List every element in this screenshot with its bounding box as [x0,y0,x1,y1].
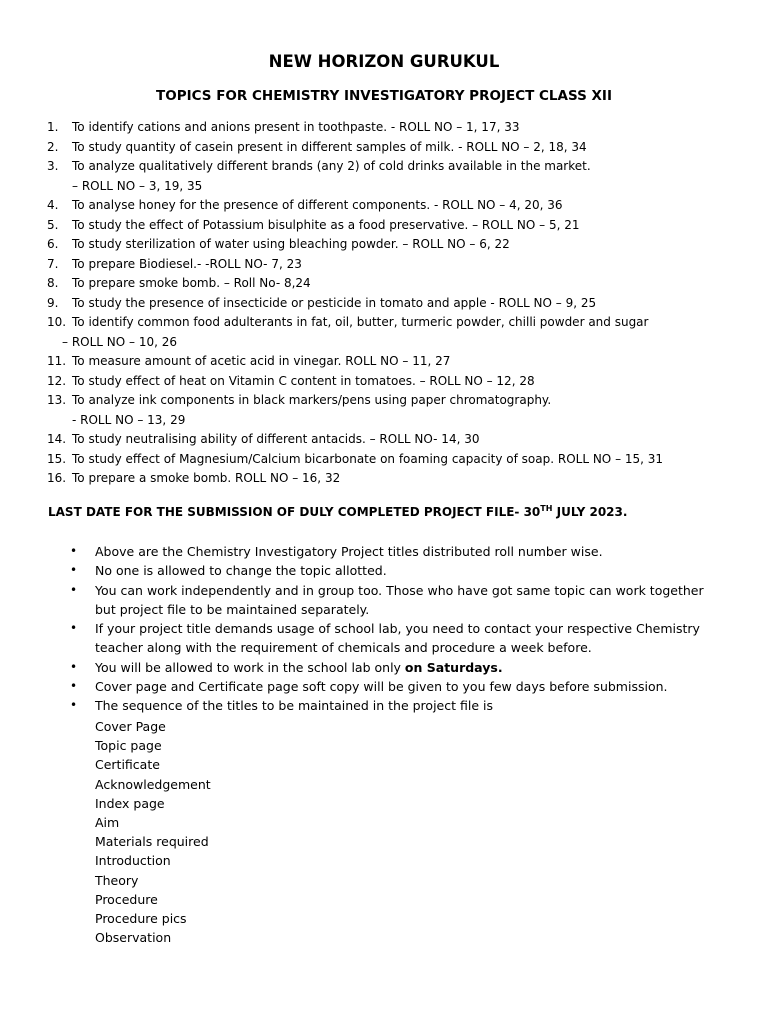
topic-text: To identify common food adulterants in fat, oil, butter, turmeric powder, chilli powder and sugar [72,315,649,329]
topic-text: To analyze qualitatively different brands (any 2) of cold drinks available in the market. [72,159,591,173]
topic-roll-numbers: – ROLL NO – 10, 26 [62,334,178,349]
sequence-item: Index page [95,795,165,811]
topic-number: 5. [47,217,59,232]
topic-number: 4. [47,198,59,212]
topic-text: To study effect of heat on Vitamin C content in tomatoes. – ROLL NO – 12, 28 [72,373,535,388]
topic-text: To prepare Biodiesel.- -ROLL NO- 7, 23 [72,256,302,271]
sequence-item: Topic page [95,738,162,754]
submission-deadline [48,505,627,519]
deadline-text: LAST DATE FOR THE SUBMISSION OF DULY COMPLETED PROJECT FILE- 30 [48,505,541,519]
sequence-item: Aim [95,815,120,831]
school-name: NEW HORIZON GURUKUL [268,52,500,71]
bullet-icon: • [70,659,78,674]
topic-text: To study effect of Magnesium/Calcium bicarbonate on foaming capacity of soap. ROLL NO – 15, 31 [72,451,664,466]
topic-number: 9. [47,295,59,310]
topic-item [0,450,768,470]
topic-text: To study the presence of insecticide or pesticide in tomato and apple - ROLL NO – 9, 25 [72,295,597,310]
topic-item [0,157,768,196]
topic-roll-numbers: - ROLL NO – 13, 29 [72,412,186,427]
topic-number: 6. [47,237,59,251]
sequence-item: Materials required [95,834,209,850]
topic-text: To analyse honey for the presence of different components. - ROLL NO – 4, 20, 36 [72,198,563,212]
topic-number: 7. [47,256,59,271]
topic-number: 14. [47,432,67,446]
lab-access-text: You will be allowed to work in the school lab only [95,659,405,675]
topic-item [0,274,768,294]
sequence-item: Certificate [95,757,160,773]
topic-number: 13. [47,393,67,407]
instruction-item [0,677,768,696]
topic-number: 15. [47,451,67,466]
sequence-item: Cover Page [95,719,166,734]
instruction-text: Cover page and Certificate page soft copy will be given to you few days before submission. [95,679,668,695]
topic-item [0,216,768,236]
topic-item [0,372,768,392]
topic-number: 2. [47,139,59,154]
instruction-text [95,658,503,677]
topic-item [0,352,768,372]
document-title: TOPICS FOR CHEMISTRY INVESTIGATORY PROJECT CLASS XII [156,88,612,104]
topic-item [0,430,768,450]
instruction-item [0,581,768,620]
instruction-text: The sequence of the titles to be maintained in the project file is [95,698,493,714]
topic-item [0,313,768,352]
instruction-item [0,619,768,658]
topic-roll-numbers: – ROLL NO – 3, 19, 35 [72,178,203,193]
project-file-sequence [95,717,211,947]
topic-item [0,235,768,255]
topic-number: 8. [47,276,59,290]
topic-number: 3. [47,159,59,173]
instruction-item [0,561,768,580]
topic-item [0,138,768,158]
bullet-icon: • [70,563,78,578]
bullet-icon: • [70,582,78,597]
instruction-item [0,658,768,677]
topic-text: To prepare a smoke bomb. ROLL NO – 16, 32 [72,471,341,485]
topic-text: To study quantity of casein present in different samples of milk. - ROLL NO – 2, 18, 34 [72,139,587,154]
topic-number: 11. [47,354,67,368]
topic-text: To study neutralising ability of different antacids. – ROLL NO- 14, 30 [72,432,480,446]
topic-item [0,118,768,138]
bullet-icon: • [70,621,78,636]
sequence-item: Theory [95,872,139,888]
topic-text: To analyze ink components in black markers/pens using paper chromatography. [72,393,552,407]
lab-day-emphasis: on Saturdays. [404,659,503,675]
topic-text: To prepare smoke bomb. – Roll No- 8,24 [72,276,311,290]
bullet-icon: • [70,544,78,558]
topic-text: To study the effect of Potassium bisulphite as a food preservative. – ROLL NO – 5, 21 [72,217,580,232]
instruction-text: No one is allowed to change the topic allotted. [95,563,387,579]
sequence-item: Introduction [95,853,171,869]
instruction-text: Above are the Chemistry Investigatory Project titles distributed roll number wise. [95,544,603,559]
topic-number: 16. [47,471,67,485]
instruction-item [0,696,768,715]
sequence-item: Procedure [95,891,158,907]
topic-number: 10. [47,315,67,329]
topic-text: To measure amount of acetic acid in vinegar. ROLL NO – 11, 27 [72,354,451,368]
instruction-text-continued: teacher along with the requirement of chemicals and procedure a week before. [95,640,592,656]
topic-number: 12. [47,373,67,388]
sequence-item: Observation [95,930,172,946]
bullet-icon: • [70,698,78,713]
sequence-item: Acknowledgement [95,776,211,792]
topic-item [0,255,768,275]
deadline-month-year: JULY 2023. [552,505,628,519]
instruction-text: If your project title demands usage of school lab, you need to contact your respective Chemistry [95,621,700,637]
topic-item [0,196,768,216]
topic-list [0,118,768,489]
topic-item [0,294,768,314]
topic-number: 1. [47,120,59,134]
topic-item [0,469,768,489]
instructions-list [0,542,768,716]
bullet-icon: • [70,679,78,694]
instruction-text-continued: but project file to be maintained separately. [95,601,370,617]
topic-text: To study sterilization of water using bleaching powder. – ROLL NO – 6, 22 [72,237,510,251]
topic-item [0,391,768,430]
deadline-ordinal: TH [540,504,553,513]
instruction-item [0,542,768,561]
topic-text: To identify cations and anions present in toothpaste. - ROLL NO – 1, 17, 33 [72,120,520,134]
sequence-item: Procedure pics [95,911,187,927]
instruction-text: You can work independently and in group too. Those who have got same topic can work together [95,582,704,598]
